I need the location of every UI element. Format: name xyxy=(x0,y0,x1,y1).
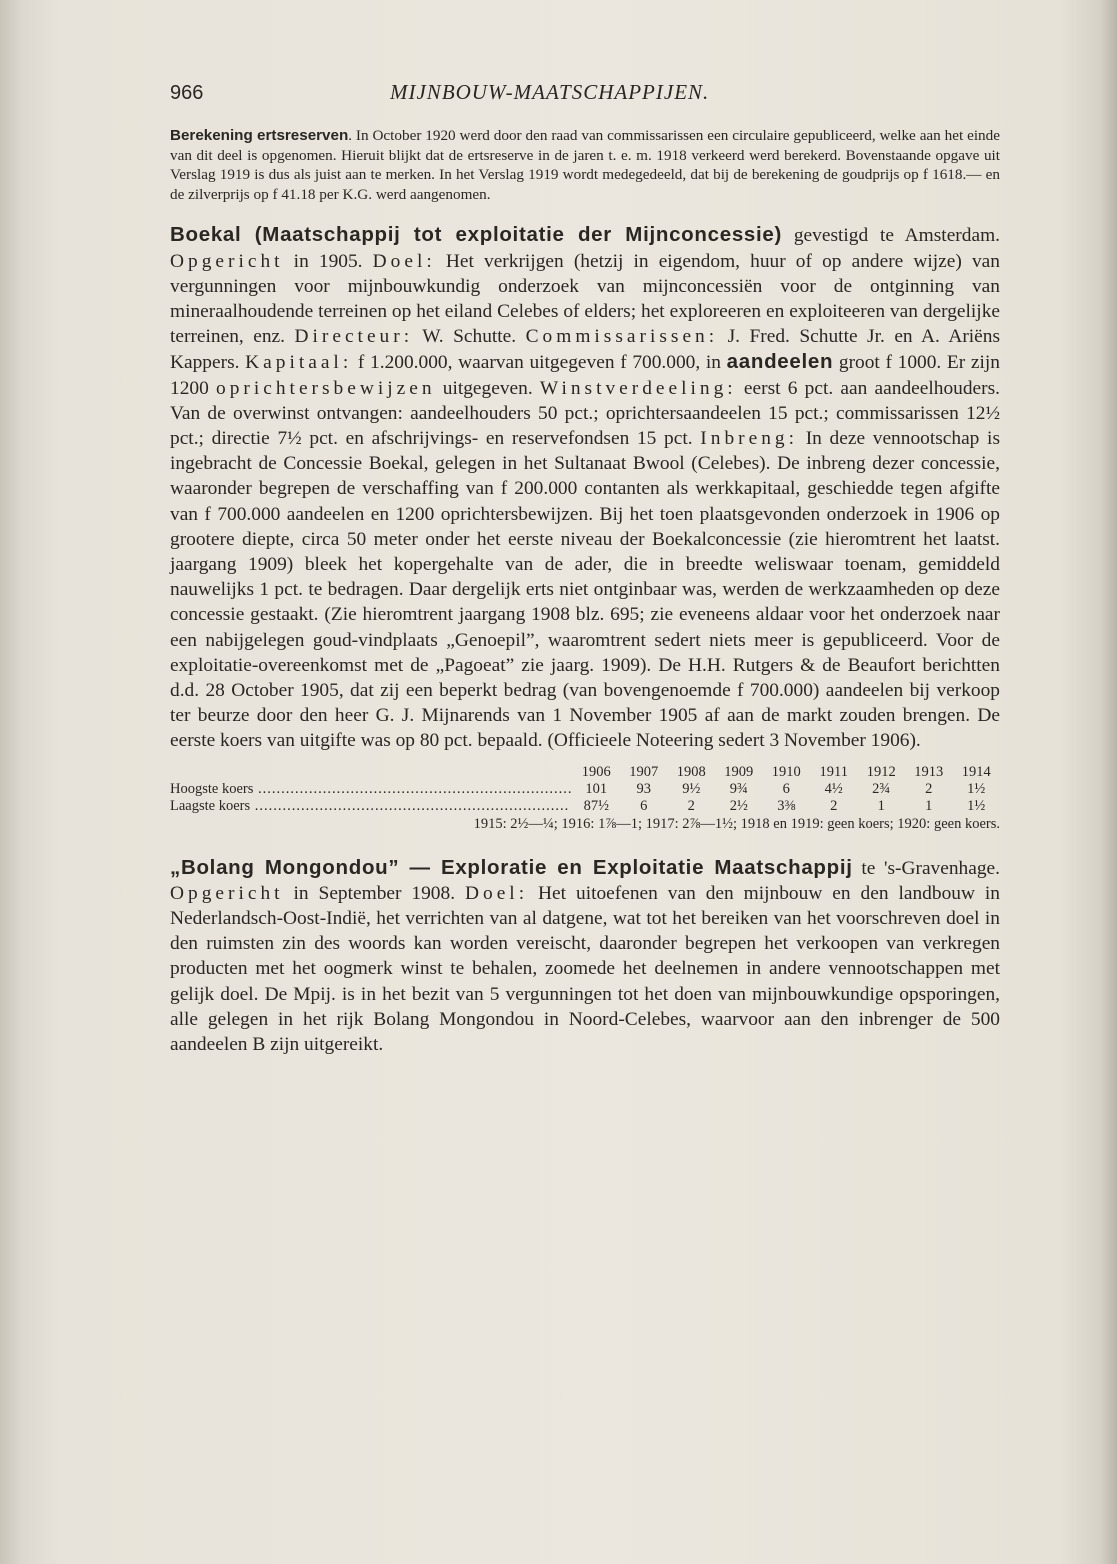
year-cell: 1906 xyxy=(581,763,611,780)
running-header xyxy=(170,80,1000,114)
value-cell: 2¾ xyxy=(872,780,891,797)
value-cell: 87½ xyxy=(583,797,609,814)
year-cell: 1912 xyxy=(866,763,896,780)
value-cell: 93 xyxy=(636,780,651,797)
label-doel: Doel: xyxy=(465,882,529,904)
note-heading: Berekening ertsreserven xyxy=(170,127,349,144)
value-cell: 3⅜ xyxy=(777,797,796,814)
boekal-text: groot f 1000. Er zijn 1200 xyxy=(170,352,1000,399)
row-label-text: Hoogste koers xyxy=(170,780,254,797)
leader-dots: .................................................................... xyxy=(253,780,573,797)
boekal-text: f 1.200.000, waarvan uitgegeven f 700.000, in xyxy=(352,352,727,374)
value-cell: 1½ xyxy=(967,797,986,814)
boekal-text: In deze vennootschap is ingebracht de Concessie Boekal, gelegen in het Sultanaat Bwool (Celebes). De inbreng dezer concessie, waaronder begrepen de verschaffing van f 200.000 contanten als werkkapitaal, geschiedde tegen afgifte van f 700.000 aandeelen en 1200 oprichtersbewijzen. Bij het toen plaatsgevonden onderzoek in 1906 op grootere diepte, circa 50 meter onder het eerste niveau der Boekalconcessie (zie hieromtrent het laatst. jaargang 1909) bleek het kopergehalte van de ader, die in breedte weliswaar toenam, gemiddeld nauwelijks 1 pct. te bedragen. Daar dergelijk erts niet ontginbaar was, werden de werkzaamheden op deze concessie gestaakt. (Zie hieromtrent jaargang 1908 blz. 695; zie eveneens aldaar voor het onderzoek naar een nabijgelegen goud-vindplaats „Genoepil”, waaromtrent sedert niets meer is gepubliceerd. Voor de exploitatie-overeenkomst met de „Pagoeat” zie jaarg. 1909). De H.H. Rutgers & de Beaufort berichtten d.d. 28 October 1905, dat zij een beperkt bedrag (van bovengenoemde f 700.000) aandeelen bij verkoop ter beurze door den heer G. J. Mijnarends van 1 November 1905 af aan de markt zouden brengen. De eerste koers van uitgifte was op 80 pct. bepaald. (Officieele Noteering sedert 3 November 1906). xyxy=(170,428,1000,752)
page-content xyxy=(170,80,1000,1057)
label-doel: Doel: xyxy=(372,250,436,272)
year-cell: 1907 xyxy=(629,763,659,780)
label-inbreng: Inbreng: xyxy=(700,428,798,449)
row-label xyxy=(170,798,573,815)
value-cell: 2 xyxy=(687,797,695,814)
year-cell: 1909 xyxy=(724,763,754,780)
boekal-text: in 1905. xyxy=(283,250,373,272)
bolang-company-name: „Bolang Mongondou” — Exploratie en Exploitatie Maatschappij xyxy=(170,855,853,879)
page-number: 966 xyxy=(170,82,204,104)
value-cell: 2 xyxy=(830,797,838,814)
value-cell: 9½ xyxy=(682,780,701,797)
year-cell: 1914 xyxy=(961,763,991,780)
table-row xyxy=(170,798,1000,815)
running-title: MIJNBOUW-MAATSCHAPPIJEN. xyxy=(390,80,710,104)
value-cell: 6 xyxy=(782,780,790,797)
year-cell: 1908 xyxy=(676,763,706,780)
year-cell: 1911 xyxy=(819,763,848,780)
boekal-text: J. Fred. Schutte Jr. en A. Ariëns Kappers. xyxy=(170,326,1001,374)
label-kapitaal: Kapitaal: xyxy=(245,352,353,374)
value-cell: 6 xyxy=(640,797,648,814)
bolang-text: in September 1908. xyxy=(283,882,465,904)
value-cell: 1 xyxy=(925,797,933,814)
label-oprichtersbewijzen: oprichtersbewijzen xyxy=(216,377,436,399)
value-cell: 1 xyxy=(877,797,885,814)
boekal-company-name: Boekal (Maatschappij tot exploitatie der Mijnconcessie) xyxy=(170,223,783,247)
bold-aandeelen: aandeelen xyxy=(726,350,834,374)
ertsreserven-note xyxy=(170,126,1000,204)
row-label xyxy=(170,781,573,798)
year-cell: 1910 xyxy=(771,763,801,780)
boekal-text: uitgegeven. xyxy=(435,377,540,399)
value-cell: 4½ xyxy=(824,780,843,797)
year-cell: 1913 xyxy=(914,763,944,780)
boekal-text: gevestigd te Amsterdam. xyxy=(782,225,1000,247)
koers-footnote: 1915: 2½—¼; 1916: 1⅞—1; 1917: 2⅞—1½; 1918 en 1919: geen koers; 1920: geen koers. xyxy=(473,815,1000,832)
row-label-text: Laagste koers xyxy=(170,797,251,814)
label-opgericht: Opgericht xyxy=(170,882,284,904)
value-cell: 9¾ xyxy=(729,780,748,797)
bolang-text: te 's-Gravenhage. xyxy=(852,857,1001,879)
table-row xyxy=(170,781,1000,798)
value-cell: 1½ xyxy=(967,780,986,797)
value-cell: 101 xyxy=(585,780,608,797)
bolang-entry xyxy=(170,855,1000,1058)
label-winstverdeeling: Winstverdeeling: xyxy=(539,377,737,399)
label-commissarissen: Commissarissen: xyxy=(525,326,719,348)
koers-table xyxy=(170,764,1000,815)
boekal-text: W. Schutte. xyxy=(413,326,526,348)
boekal-text: Het verkrijgen (hetzij in eigendom, huur of op andere wijze) van vergunningen voor mijnbouwkundig onderzoek van mijnconcessiën voor de ontginning van mineraalhoudende terreinen op het eiland Celebes of elders; het exploreeren en exploiteeren van dergelijke terreinen, enz. xyxy=(170,250,1000,348)
value-cell: 2½ xyxy=(729,797,748,814)
leader-dots: .................................................................... xyxy=(250,797,570,814)
koers-year-row xyxy=(170,764,1000,781)
value-cell: 2 xyxy=(925,780,933,797)
boekal-entry xyxy=(170,222,1000,753)
label-directeur: Directeur: xyxy=(294,326,414,348)
bolang-text: Het uitoefenen van den mijnbouw en den landbouw in Nederlandsch-Oost-Indië, het verrichten van al datgene, wat tot het bereiken van het voorschreven doel in den ruimsten zin des woords kan worden vereischt, daaronder begrepen het verkoopen van verkregen producten met het oogmerk winst te behalen, zoomede het deelnemen in andere vennootschappen met gelijk doel. De Mpij. is in het bezit van 5 vergunningen tot het doen van mijnbouwkundige opsporingen, alle gelegen in het rijk Bolang Mongondou in Noord-Celebes, waarvoor aan den inbrenger de 500 aandeelen B zijn uitgereikt. xyxy=(170,882,1000,1056)
boekal-text: eerst 6 pct. aan aandeelhouders. Van de overwinst ontvangen: aandeelhouders 50 pct.; oprichtersaandeelen 15 pct.; commissarissen 12½ pct.; directie 7½ pct. en afschrijvings- en reservefondsen 15 pct. xyxy=(170,377,1000,449)
note-body: . In October 1920 werd door den raad van commissarissen een circulaire gepubliceerd, welke aan het einde van dit deel is opgenomen. Hieruit blijkt dat de ertsreserve in de jaren t. e. m. 1918 verkeerd werd berekerd. Bovenstaande opgave uit Verslag 1919 is dus als juist aan te merken. In het Verslag 1919 wordt medegedeeld, dat bij de berekening de goudprijs op f 1618.— en de zilverprijs op f 41.18 per K.G. werd aangenomen. xyxy=(170,127,1000,203)
label-opgericht: Opgericht xyxy=(170,250,284,272)
